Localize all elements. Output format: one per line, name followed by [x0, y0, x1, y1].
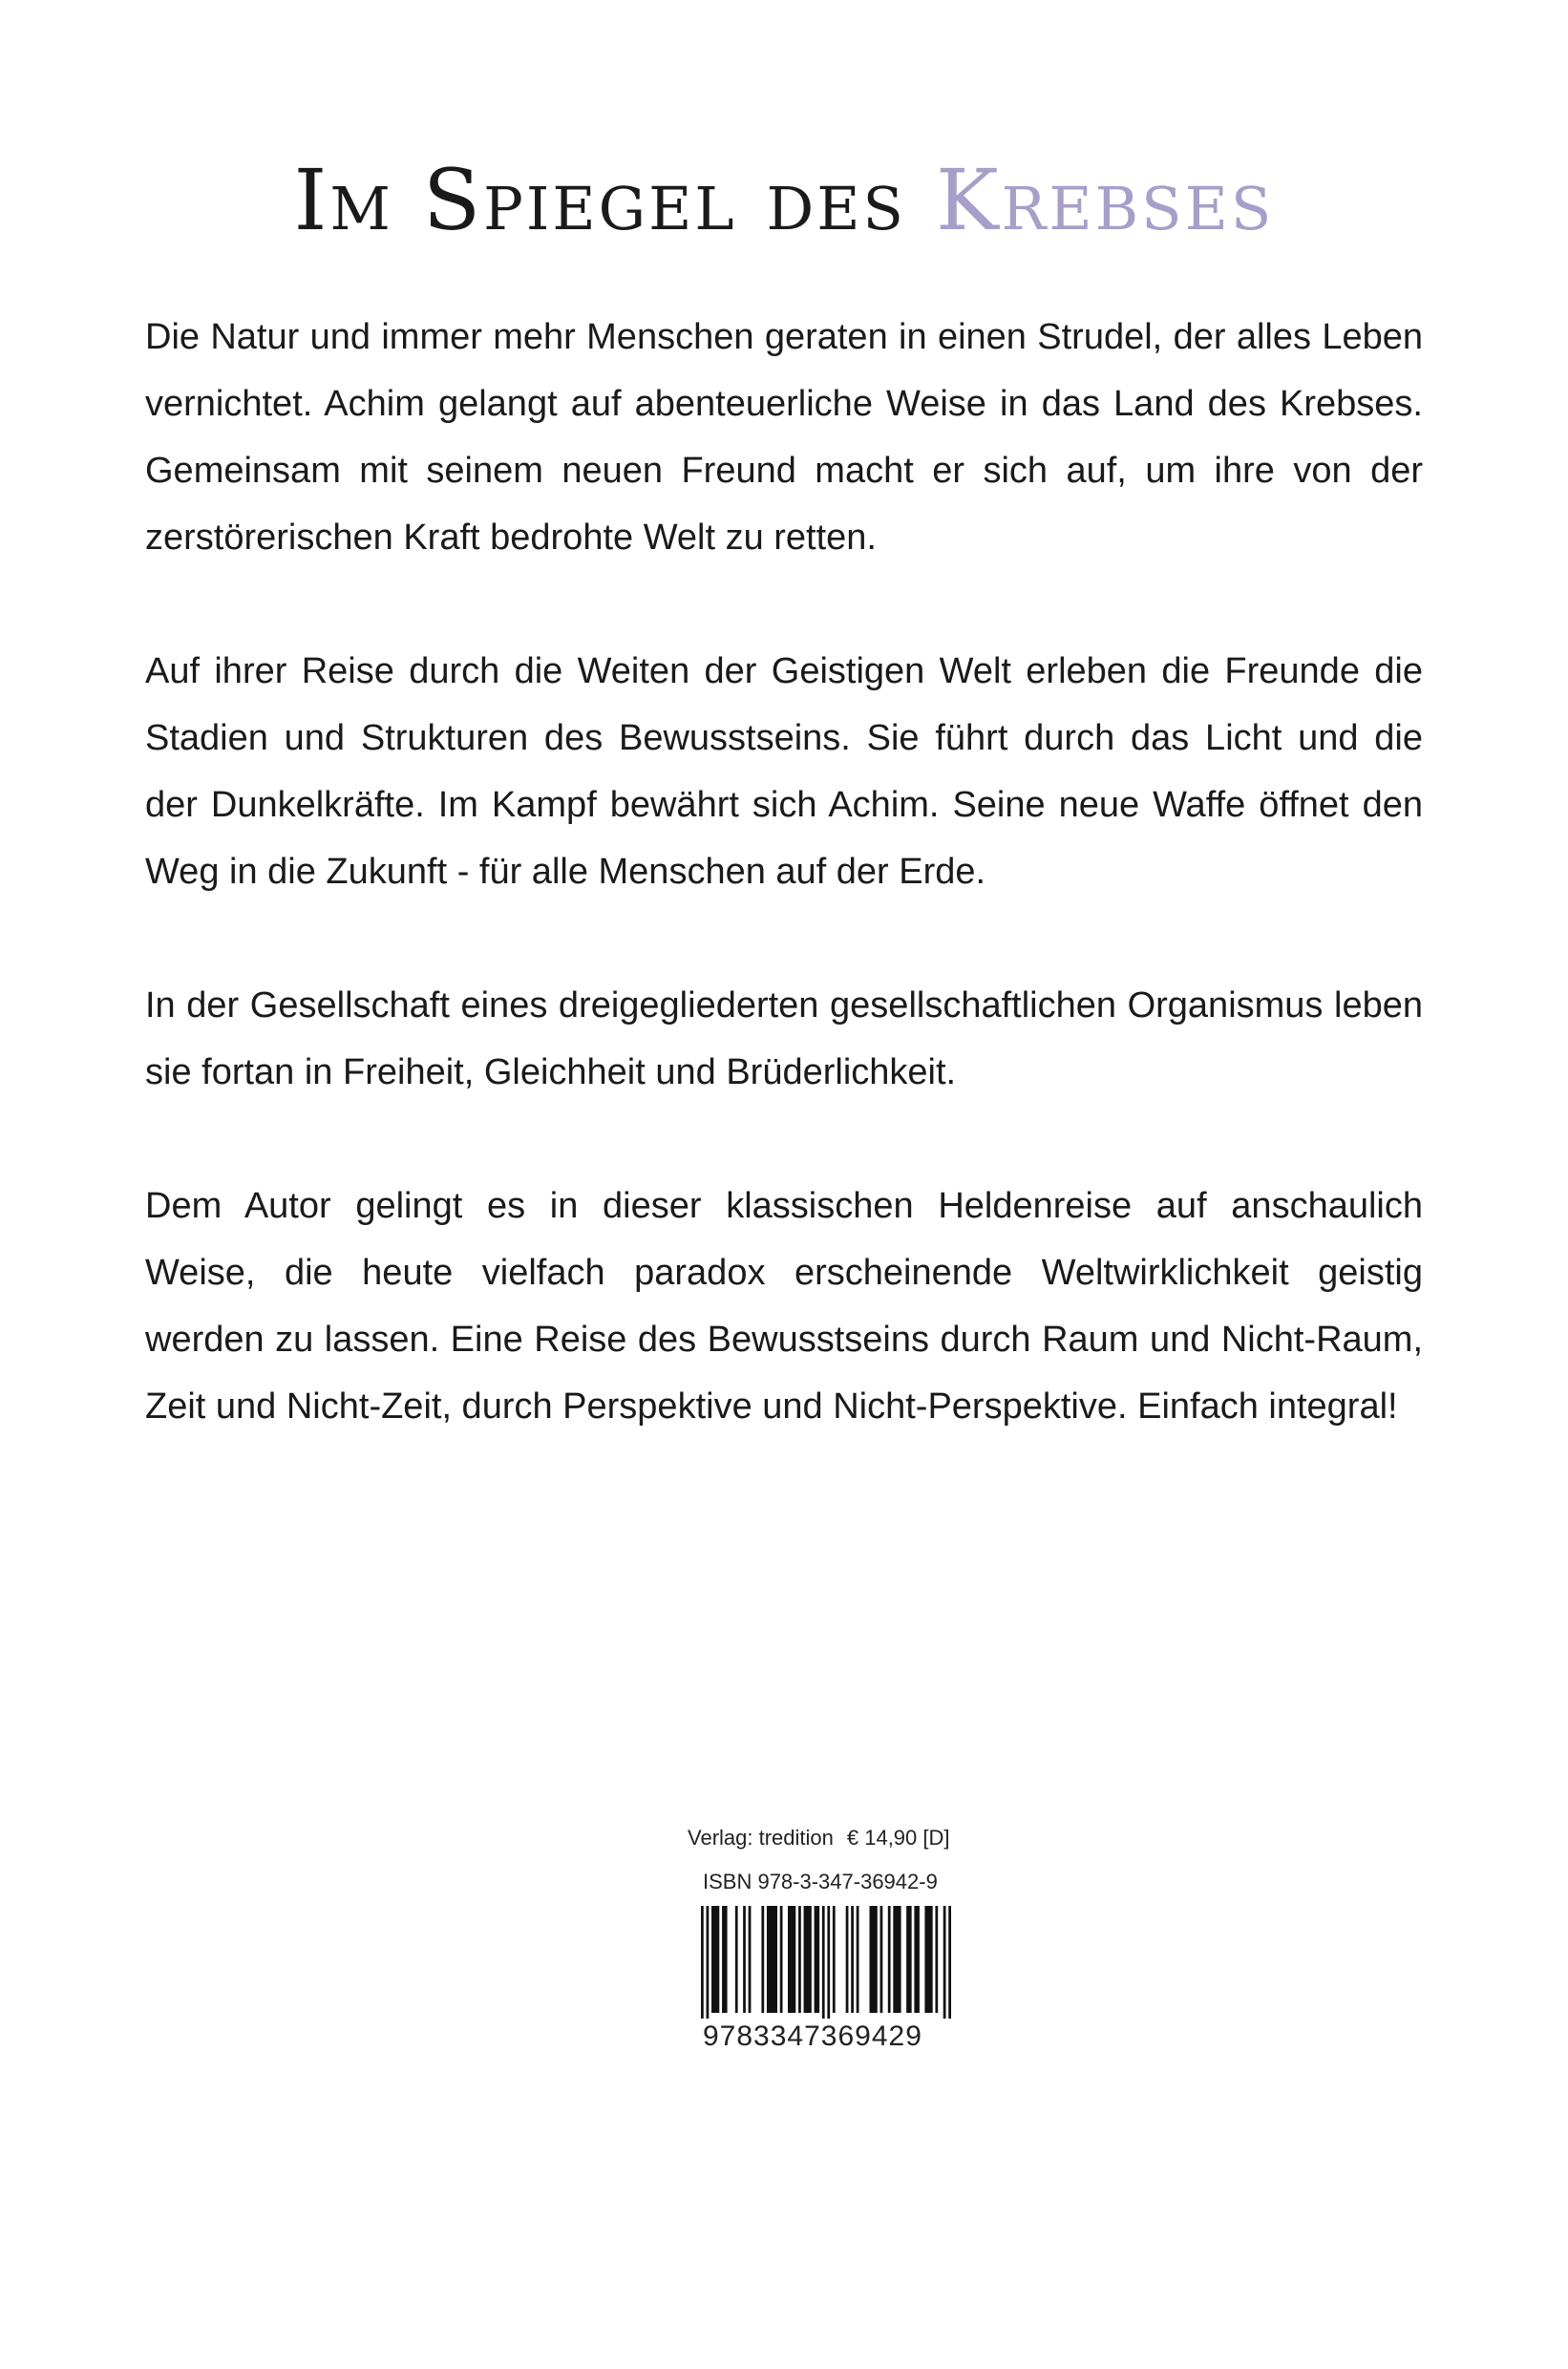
barcode-icon — [701, 1906, 951, 2019]
barcode-bar — [822, 1906, 825, 2019]
barcode-bar — [780, 1906, 783, 2013]
publisher-price-line — [688, 1824, 964, 1852]
barcode-bar — [888, 1906, 891, 2013]
blurb-paragraph-1 — [145, 304, 1423, 571]
blurb-line: zerstörerischen Kraft bedrohte Welt zu retten. — [145, 518, 877, 558]
blurb-line: Weg in die Zukunft - für alle Menschen auf der Erde. — [145, 852, 986, 892]
blurb-line: In der Gesellschaft eines dreigegliederten gesellschaftlichen Organismus leben — [145, 985, 1423, 1026]
barcode-bar — [761, 1906, 764, 2013]
ean-number: 9783347369429 — [703, 2020, 922, 2052]
barcode-bar — [893, 1906, 901, 2013]
blurb-line: Stadien und Strukturen des Bewusstseins. Sie führt durch das Licht und die — [145, 718, 1423, 758]
isbn-text: ISBN 978-3-347-36942-9 — [703, 1870, 938, 1893]
barcode-bar — [707, 1906, 710, 2019]
blurb-line: Gemeinsam mit seinem neuen Freund macht er sich auf, um ihre von der — [145, 451, 1423, 491]
blurb-paragraph-2 — [145, 638, 1423, 905]
blurb-line: werden zu lassen. Eine Reise des Bewusstseins durch Raum und Nicht-Raum, — [145, 1320, 1423, 1360]
barcode-bar — [846, 1906, 849, 2013]
barcode-bar — [767, 1906, 777, 2013]
blurb-line: sie fortan in Freiheit, Gleichheit und Brüderlichkeit. — [145, 1052, 957, 1092]
blurb-paragraph-3 — [145, 972, 1423, 1106]
book-title — [0, 151, 1568, 249]
barcode-bar — [948, 1906, 951, 2019]
barcode-bar — [749, 1906, 752, 2013]
barcode-bar — [906, 1906, 912, 2013]
barcode-bar — [857, 1906, 859, 2013]
barcode-bar — [743, 1906, 746, 2013]
publisher: Verlag: tredition — [688, 1826, 834, 1850]
barcode-bar — [880, 1906, 883, 2013]
blurb-line: Weise, die heute vielfach paradox erscheinende Weltwirklichkeit geistig — [145, 1253, 1423, 1293]
blurb-paragraph-4 — [145, 1173, 1423, 1440]
blurb-line: Die Natur und immer mehr Menschen geraten in einen Strudel, der alles Leben — [145, 317, 1423, 357]
barcode-bar — [851, 1906, 854, 2013]
barcode-bar — [924, 1906, 932, 2013]
barcode-bar — [804, 1906, 812, 2013]
title-part-2: Krebses — [935, 151, 1275, 249]
barcode-bar — [735, 1906, 738, 2013]
blurb-line: Zeit und Nicht-Zeit, durch Perspektive und Nicht-Perspektive. Einfach integral! — [145, 1386, 1398, 1427]
barcode-bar — [935, 1906, 938, 2013]
blurb-line: Dem Autor gelingt es in dieser klassischen Heldenreise auf anschaulich — [145, 1186, 1423, 1226]
blurb-line: Auf ihrer Reise durch die Weiten der Geistigen Welt erleben die Freunde die — [145, 651, 1423, 691]
barcode-block — [688, 1824, 964, 2053]
barcode-bar — [870, 1906, 878, 2013]
blurb-line: der Dunkelkräfte. Im Kampf bewährt sich Achim. Seine neue Waffe öffnet den — [145, 785, 1423, 825]
barcode-bar — [943, 1906, 946, 2019]
barcode-bar — [711, 1906, 719, 2013]
barcode-bar — [788, 1906, 795, 2013]
barcode-bar — [827, 1906, 830, 2019]
barcode-bar — [914, 1906, 920, 2013]
title-part-1: Im Spiegel des — [293, 151, 906, 249]
blurb-line: vernichtet. Achim gelangt auf abenteuerliche Weise in das Land des Krebses. — [145, 384, 1423, 424]
price: € 14,90 [D] — [846, 1826, 950, 1850]
barcode-bar — [833, 1906, 836, 2013]
barcode-bar — [722, 1906, 728, 2013]
barcode-bar — [798, 1906, 801, 2013]
barcode-bar — [815, 1906, 820, 2013]
barcode-bar — [701, 1906, 704, 2019]
